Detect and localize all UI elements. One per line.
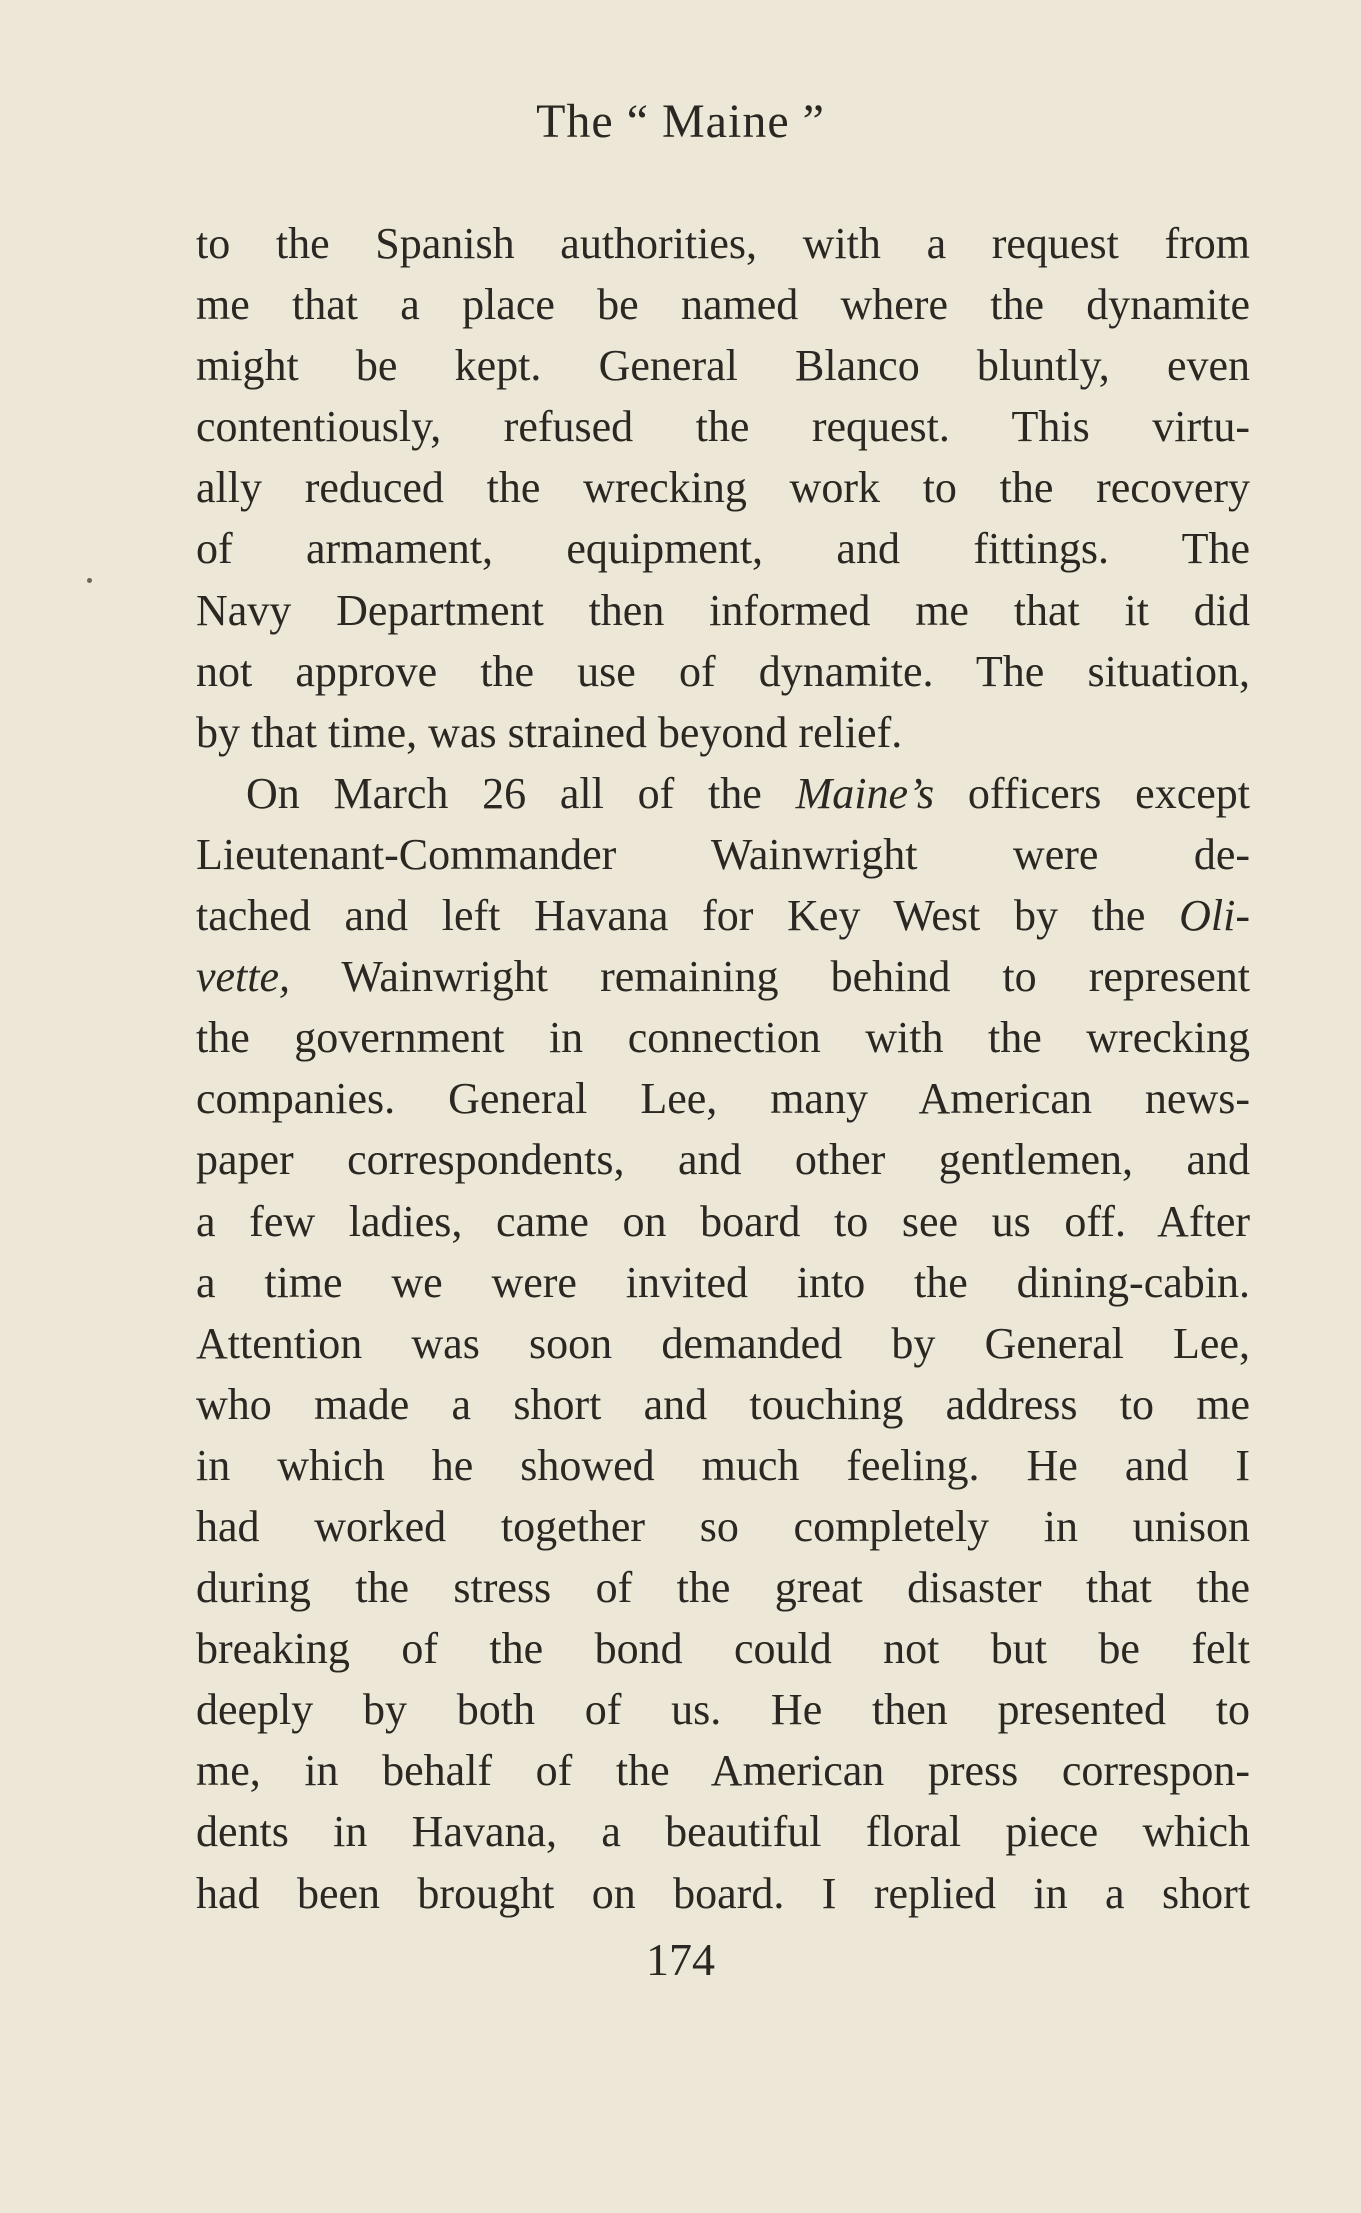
text-line: Lieutenant-Commander Wainwright were de- xyxy=(196,829,1250,879)
text-line: of armament, equipment, and fittings. The xyxy=(196,524,1250,574)
text-line: me, in behalf of the American press correspon- xyxy=(196,1746,1250,1796)
text-line: companies. General Lee, many American news- xyxy=(196,1074,1250,1124)
running-head: The “ Maine ” xyxy=(536,95,825,148)
text-line: deeply by both of us. He then presented to xyxy=(196,1685,1250,1735)
text-line: a time we were invited into the dining-cabin. xyxy=(196,1257,1250,1307)
ship-name-italic: vette, xyxy=(196,952,291,1002)
text-line: Navy Department then informed me that it did xyxy=(196,585,1250,635)
text-line xyxy=(196,763,1250,824)
text-line: me that a place be named where the dynamite xyxy=(196,280,1250,330)
text-line: breaking of the bond could not but be felt xyxy=(196,1624,1250,1674)
text-line: not approve the use of dynamite. The situation, xyxy=(196,646,1250,696)
text-run: tached and left Havana for Key West by the xyxy=(196,891,1180,941)
body-text xyxy=(196,213,1250,1924)
paper-speck xyxy=(87,578,92,583)
text-run: Wainwright remaining behind to represent xyxy=(290,952,1250,1002)
text-run: On March 26 all of the xyxy=(246,768,796,818)
page-number: 174 xyxy=(646,1934,715,1985)
text-line: a few ladies, came on board to see us off. After xyxy=(196,1196,1250,1246)
text-line: by that time, was strained beyond relief. xyxy=(196,707,903,757)
text-line: contentiously, refused the request. This virtu- xyxy=(196,402,1250,452)
text-line: who made a short and touching address to me xyxy=(196,1379,1250,1429)
text-line xyxy=(196,885,1250,946)
text-line: might be kept. General Blanco bluntly, even xyxy=(196,341,1250,391)
ship-name-italic: Maine’s xyxy=(795,768,935,818)
text-line: in which he showed much feeling. He and I xyxy=(196,1440,1250,1490)
text-line: had worked together so completely in unison xyxy=(196,1501,1250,1551)
text-line: had been brought on board. I replied in a short xyxy=(196,1868,1250,1918)
text-line: Attention was soon demanded by General Lee, xyxy=(196,1318,1250,1368)
text-run: officers except xyxy=(934,768,1250,818)
text-line: during the stress of the great disaster that the xyxy=(196,1563,1250,1613)
ship-name-italic: Oli- xyxy=(1179,891,1250,941)
text-line: the government in connection with the wrecking xyxy=(196,1013,1250,1063)
text-line: paper correspondents, and other gentlemen, and xyxy=(196,1135,1250,1185)
text-line: to the Spanish authorities, with a request from xyxy=(196,219,1250,268)
text-line: ally reduced the wrecking work to the recovery xyxy=(196,463,1250,513)
text-line: dents in Havana, a beautiful floral piece which xyxy=(196,1807,1250,1857)
text-line xyxy=(196,946,1250,1007)
